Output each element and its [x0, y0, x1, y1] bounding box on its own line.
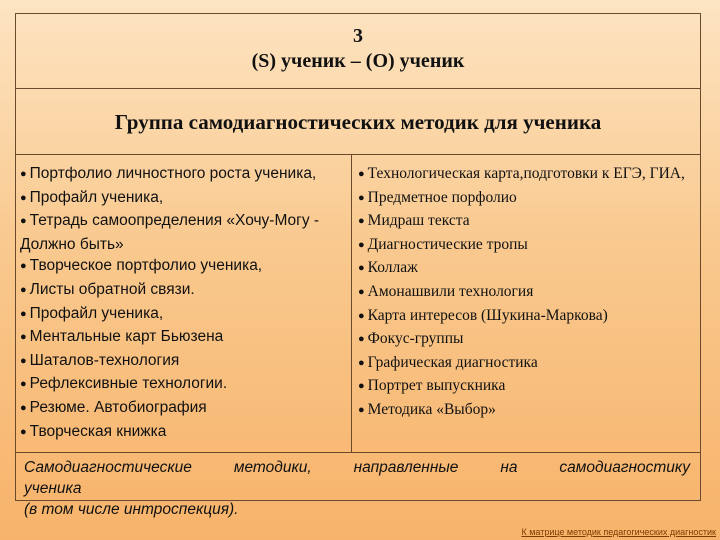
summary-line-2: ученика	[24, 480, 82, 497]
method-list-item	[358, 163, 696, 187]
method-label: Рефлексивные технологии.	[29, 375, 228, 393]
method-label: Шаталов-технология	[29, 351, 180, 369]
method-label: Фокус-группы	[367, 330, 464, 348]
bullet-icon: ●	[358, 403, 365, 416]
method-label: Профайл ученика,	[29, 304, 164, 322]
method-list-item	[358, 375, 696, 399]
method-label: Предметное порфолио	[367, 188, 517, 206]
method-label: Амонашвили технология	[367, 282, 534, 300]
method-label: Резюме. Автобиография	[29, 398, 207, 416]
method-label: Тетрадь самоопределения «Хочу-Могу - Должно быть»	[20, 212, 320, 253]
summary-word: методики,	[233, 459, 312, 476]
method-list-item	[358, 257, 696, 281]
bullet-icon: ●	[20, 215, 27, 228]
method-list-item	[20, 397, 345, 421]
method-label: Портрет выпускника	[367, 377, 506, 395]
method-list-item	[358, 305, 696, 329]
right-column	[352, 155, 702, 452]
method-label: Листы обратной связи.	[29, 280, 195, 298]
methods-table	[15, 13, 701, 518]
summary-word: Самодиагностические	[24, 459, 192, 476]
bullet-icon: ●	[358, 333, 365, 346]
method-list-item	[358, 187, 696, 211]
bullet-icon: ●	[358, 309, 365, 322]
bullet-icon: ●	[20, 260, 27, 273]
method-list-item	[20, 421, 345, 445]
summary-note	[16, 452, 700, 518]
bullet-icon: ●	[20, 331, 27, 344]
method-label: Творческая книжка	[29, 422, 167, 440]
bullet-icon: ●	[358, 262, 365, 275]
summary-line-1	[24, 457, 690, 478]
method-list-item	[358, 399, 696, 423]
section-number: 3	[353, 25, 363, 47]
bullet-icon: ●	[20, 283, 27, 296]
bullet-icon: ●	[358, 380, 365, 393]
method-list-item	[358, 328, 696, 352]
method-label: Портфолио личностного роста ученика,	[29, 165, 317, 182]
method-label: Творческое портфолио ученика,	[29, 257, 263, 275]
matrix-link[interactable]: К матрице методик педагогических диагностик	[521, 527, 716, 537]
summary-word: самодиагностику	[559, 459, 690, 476]
method-list-item	[20, 326, 345, 350]
method-list-item	[20, 187, 345, 211]
method-label: Мидраш текста	[367, 212, 470, 230]
method-label: Диагностические тропы	[367, 235, 528, 253]
bullet-icon: ●	[358, 168, 365, 180]
section-subtitle: (S) ученик – (O) ученик	[251, 50, 465, 72]
bullet-icon: ●	[20, 168, 27, 180]
method-list-item	[358, 234, 696, 258]
bullet-icon: ●	[20, 307, 27, 320]
bullet-icon: ●	[20, 425, 27, 438]
method-label: Технологическая карта,подготовки к ЕГЭ, ГИА,	[367, 165, 685, 182]
method-list-item	[20, 350, 345, 374]
method-list-item	[20, 373, 345, 397]
method-list-item	[20, 303, 345, 327]
method-list-item	[358, 210, 696, 234]
bullet-icon: ●	[20, 401, 27, 414]
right-method-list	[358, 163, 696, 423]
bullet-icon: ●	[358, 215, 365, 228]
bullet-icon: ●	[358, 356, 365, 369]
summary-line-3: (в том числе интроспекция).	[24, 501, 239, 518]
method-list-item	[20, 279, 345, 303]
summary-word: на	[500, 459, 518, 476]
group-title-row	[16, 89, 700, 155]
method-label: Профайл ученика,	[29, 188, 164, 206]
method-label: Ментальные карт Бьюзена	[29, 328, 224, 346]
summary-word: направленные	[353, 459, 459, 476]
bullet-icon: ●	[20, 378, 27, 391]
method-label: Карта интересов (Шукина-Маркова)	[367, 306, 608, 324]
method-list-item	[20, 210, 345, 255]
method-list-item	[358, 352, 696, 376]
method-list-item	[20, 163, 345, 187]
method-list-item	[20, 255, 345, 279]
bullet-icon: ●	[20, 354, 27, 367]
method-label: Методика «Выбор»	[367, 400, 496, 418]
left-method-list	[20, 163, 345, 444]
bullet-icon: ●	[358, 238, 365, 251]
bullet-icon: ●	[358, 285, 365, 298]
group-title: Группа самодиагностических методик для ученика	[114, 110, 602, 134]
header-row	[16, 14, 700, 89]
method-list-item	[358, 281, 696, 305]
method-label: Графическая диагностика	[367, 353, 538, 371]
left-column	[16, 155, 352, 452]
method-label: Коллаж	[367, 259, 418, 277]
bullet-icon: ●	[20, 191, 27, 204]
bullet-icon: ●	[358, 191, 365, 204]
